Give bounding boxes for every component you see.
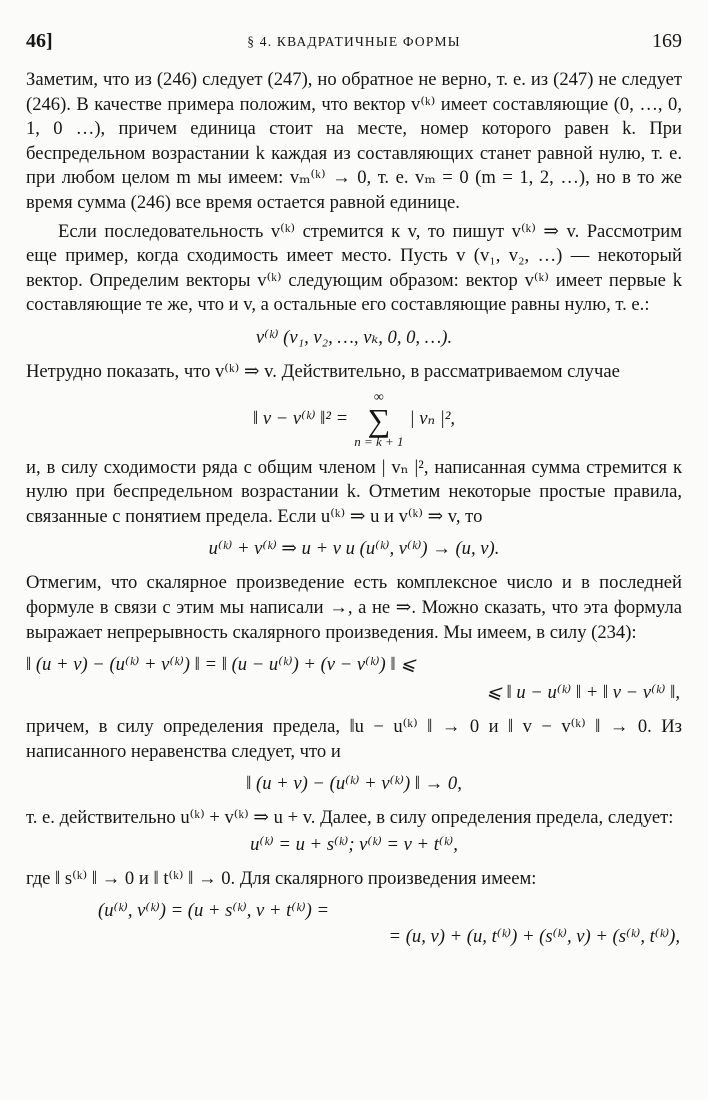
paragraph-1: Заметим, что из (246) следует (247), но обратное не верно, т. е. из (247) не следует (246). В качестве примера положим, что вектор v⁽ᵏ⁾ имеет составляющие (0, …, 0, 1, 0 …), причем единица стоит на месте, номер которого равен k. При беспредельном возрастании k каждая из составляющих станет равной нулю, т. е. при любом целом m мы имеем: vₘ⁽ᵏ⁾ → 0, т. е. vₘ = 0 (m = 1, 2, …), но в то же время сумма (246) все время остается равной единице. <box>26 69 682 213</box>
page-number: 169 <box>652 30 682 52</box>
equation-2-right: | vₙ |², <box>409 408 456 430</box>
paragraph-7: т. е. действительно u⁽ᵏ⁾ + v⁽ᵏ⁾ ⇒ u + v. Далее, в силу определения предела, следует: <box>26 807 674 829</box>
paragraph-4: и, в силу сходимости ряда с общим членом | vₙ |², написанная сумма стремится к нулю при беспредельном возрастании k. Отметим некоторые простые правила, связанные с понятием предела. Если u⁽ᵏ⁾ ⇒ u и v⁽ᵏ⁾ ⇒ v, то <box>26 456 682 527</box>
book-page <box>26 28 682 959</box>
equation-4-line-2: ⩽ ‖ u − u⁽ᵏ⁾ ‖ + ‖ v − v⁽ᵏ⁾ ‖, <box>486 682 680 704</box>
paragraph-5: Отмегим, что скалярное произведение есть комплексное число и в последней формуле в связи с этим мы написали →, а не ⇒. Можно сказать, что эта формула выражает непрерывность скалярного произведения. Мы имеем, в силу (234): <box>26 572 682 643</box>
equation-2 <box>26 391 682 448</box>
equation-7-line-1: (u⁽ᵏ⁾, v⁽ᵏ⁾) = (u + s⁽ᵏ⁾, v + t⁽ᵏ⁾) = <box>98 900 330 922</box>
equation-4-line-1: ‖ (u + v) − (u⁽ᵏ⁾ + v⁽ᵏ⁾) ‖ = ‖ (u − u⁽ᵏ⁾) + (v − v⁽ᵏ⁾) ‖ ⩽ <box>26 654 416 676</box>
equation-3: u⁽ᵏ⁾ + v⁽ᵏ⁾ ⇒ u + v и (u⁽ᵏ⁾, v⁽ᵏ⁾) → (u, v). <box>208 538 500 560</box>
equation-1: v⁽ᵏ⁾ (v₁, v₂, …, vₖ, 0, 0, …). <box>255 326 453 348</box>
equation-7-line-2: = (u, v) + (u, t⁽ᵏ⁾) + (s⁽ᵏ⁾, v) + (s⁽ᵏ⁾, t⁽ᵏ⁾), <box>388 926 680 948</box>
equation-6: u⁽ᵏ⁾ = u + s⁽ᵏ⁾; v⁽ᵏ⁾ = v + t⁽ᵏ⁾, <box>250 833 458 855</box>
equation-5: ‖ (u + v) − (u⁽ᵏ⁾ + v⁽ᵏ⁾) ‖ → 0, <box>246 773 462 795</box>
paragraph-2: Если последовательность v⁽ᵏ⁾ стремится к v, то пишут v⁽ᵏ⁾ ⇒ v. Рассмотрим еще пример, когда сходимость имеет место. Пусть v (v₁, v₂, …) — некоторый вектор. Определим векторы v⁽ᵏ⁾ следующим образом: вектор v⁽ᵏ⁾ имеет первые k составляющие те же, что и v, а остальные его составляющие равны нулю, т. е.: <box>26 220 682 316</box>
paragraph-6: причем, в силу определения предела, ‖u − u⁽ᵏ⁾ ‖ → 0 и ‖ v − v⁽ᵏ⁾ ‖ → 0. Из написанного неравенства следует, что и <box>26 716 682 762</box>
running-header <box>26 28 682 68</box>
summation-upper-limit: ∞ <box>373 389 384 405</box>
section-number: 46] <box>26 30 53 52</box>
running-title: § 4. КВАДРАТИЧНЫЕ ФОРМЫ <box>247 34 461 49</box>
summation <box>354 391 403 448</box>
summation-lower-limit: n = k + 1 <box>354 433 404 449</box>
paragraph-3: Нетрудно показать, что v⁽ᵏ⁾ ⇒ v. Действительно, в рассматриваемом случае <box>26 360 620 382</box>
equation-2-left: ‖ v − v⁽ᵏ⁾ ‖² = <box>252 408 349 430</box>
summation-sign: ∑ <box>367 401 391 438</box>
paragraph-8: где ‖ s⁽ᵏ⁾ ‖ → 0 и ‖ t⁽ᵏ⁾ ‖ → 0. Для скалярного произведения имеем: <box>26 867 537 889</box>
